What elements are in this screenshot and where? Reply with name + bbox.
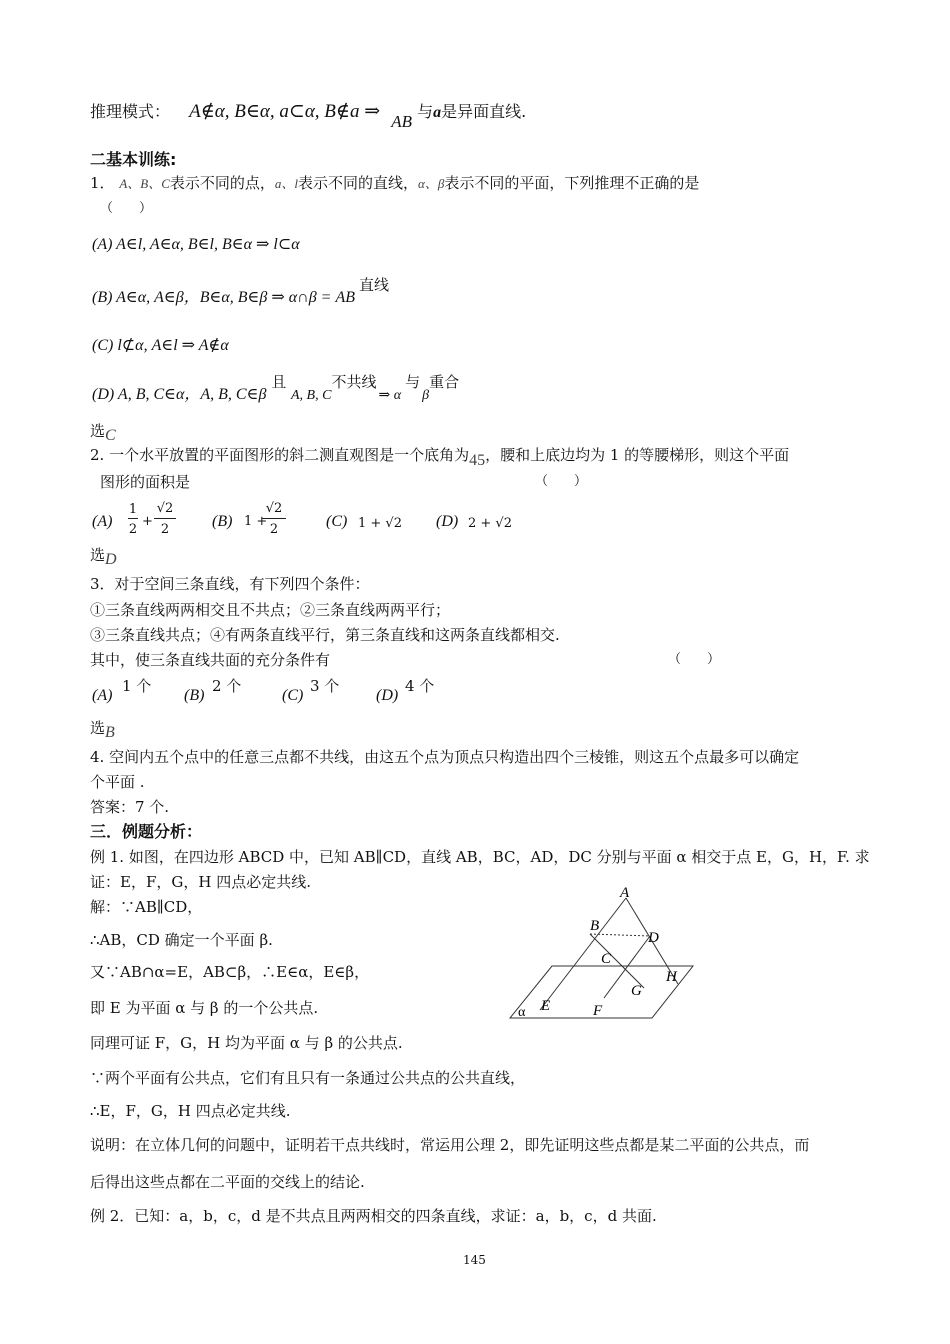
- q2-answer: [90, 545, 117, 566]
- q3-line3: ③三条直线共点；④有两条直线平行，第三条直线和这两条直线都相交.: [90, 626, 560, 644]
- ex1-line10: 说明：在立体几何的问题中，证明若干点共线时，常运用公理 2，即先证明这些点都是某二平面的公共点，而: [90, 1136, 810, 1154]
- q1-answer: [90, 421, 116, 442]
- page-number: 145: [463, 1253, 486, 1267]
- ex2-line: 例 2．已知：a，b，c，d 是不共点且两两相交的四条直线，求证：a，b，c，d 共面.: [90, 1207, 657, 1225]
- q4-answer: 答案：7 个.: [90, 798, 170, 816]
- ex1-line2: 证：E，F，G，H 四点必定共线.: [90, 873, 311, 891]
- q1-text2: 表示不同的直线，: [298, 174, 419, 192]
- q2-text-b: ，腰和上底边均为 1 的等腰梯形，则这个平面: [485, 446, 790, 464]
- q1-option-b: (B) A∈α, A∈β，B∈α, B∈β ⇒ α∩β = AB: [92, 289, 356, 306]
- inference-pattern: [90, 100, 527, 131]
- inference-ab: AB: [391, 112, 413, 131]
- q2-option-a-plus: +: [142, 514, 153, 529]
- q2-option-c-label: (C): [326, 513, 348, 530]
- point-h-label: H: [666, 969, 677, 985]
- inference-suffix: 是异面直线.: [441, 102, 527, 121]
- point-f-label: F: [593, 1003, 603, 1019]
- q2-option-a-num1: 1: [128, 502, 138, 517]
- q1-option-c: (C) l⊄α, A∈l ⇒ A∉α: [92, 337, 229, 354]
- q1-stem: [90, 173, 699, 194]
- q3-answer-label: 选: [90, 719, 106, 737]
- line-dc: [604, 936, 650, 998]
- q1-option-d-with: 与: [405, 373, 421, 391]
- ex1-line9: ∴E，F，G，H 四点必定共线.: [90, 1102, 291, 1120]
- q3-option-b-label: (B): [184, 687, 205, 704]
- q1-option-d-beta: β: [422, 388, 430, 403]
- q1-option-d-imply: ⇒ α: [378, 388, 402, 403]
- ex1-line6: 即 E 为平面 α 与 β 的一个公共点.: [90, 999, 319, 1017]
- q1-planes: α、β: [418, 176, 445, 191]
- ex1-line4: ∴AB，CD 确定一个平面 β.: [90, 931, 273, 949]
- q2-option-b-lead: 1 +: [244, 514, 268, 529]
- q3-options: [92, 676, 492, 706]
- q3-option-b-value: 2 个: [212, 677, 242, 695]
- point-c-label: C: [601, 951, 612, 967]
- ex1-line11: 后得出这些点都在二平面的交线上的结论.: [90, 1173, 365, 1191]
- q1-option-d-and: 且: [271, 373, 287, 391]
- point-b-label: B: [590, 918, 600, 934]
- plane-alpha-label: α: [518, 1005, 526, 1020]
- q1-answer-label: 选: [90, 422, 106, 440]
- q1-answer-paren: （ ）: [100, 201, 153, 216]
- q3-answer: [90, 718, 115, 739]
- q3-line2: ①三条直线两两相交且不共点；②三条直线两两平行；: [90, 601, 451, 619]
- q2-answer-label: 选: [90, 546, 106, 564]
- ex1-line8: ∵两个平面有公共点，它们有且只有一条通过公共点的公共直线，: [90, 1069, 526, 1087]
- q3-answer-paren: （ ）: [668, 652, 721, 667]
- q1-points: A、B、C: [119, 176, 170, 191]
- q2-answer-value: D: [105, 551, 117, 568]
- inference-prefix: 推理模式：: [90, 102, 171, 121]
- q3-option-c-label: (C): [282, 687, 304, 704]
- geometry-figure: [500, 878, 710, 1028]
- ex1-line7: 同理可证 F，G，H 均为平面 α 与 β 的公共点.: [90, 1034, 403, 1052]
- q1-option-d: (D) A, B, C∈α，A, B, C∈β: [92, 386, 267, 403]
- q2-option-a-num2: √2: [154, 500, 176, 519]
- point-a-label: A: [620, 885, 630, 901]
- ex1-line5: 又∵AB∩α=E，AB⊂β，∴E∈α，E∈β，: [90, 963, 370, 981]
- q2-option-d-value: 2 + √2: [468, 516, 512, 531]
- q1-option-d-row: [92, 373, 460, 403]
- q2-option-b-label: (B): [212, 513, 233, 530]
- line-bd: [590, 934, 650, 936]
- q2-option-d-label: (D): [436, 513, 459, 530]
- section-basic-training: 二基本训练:: [90, 150, 177, 169]
- q1-option-d-tail: 重合: [429, 373, 460, 391]
- inference-with: 与: [417, 102, 434, 121]
- ex1-line1: 例 1. 如图，在四边形 ABCD 中，已知 AB∥CD，直线 AB，BC，AD，DC 分别与平面 α 相交于点 E，G，H，F. 求: [90, 848, 870, 866]
- q2-stem-line2: [100, 472, 190, 492]
- ex1-line3: 解：∵AB∥CD，: [90, 898, 203, 916]
- q1-text3: 表示不同的平面，下列推理不正确的是: [444, 174, 700, 192]
- q3-option-d-value: 4 个: [405, 677, 435, 695]
- q1-text1: 表示不同的点，: [169, 174, 275, 192]
- q2-text-a: 2. 一个水平放置的平面图形的斜二测直观图是一个底角为: [90, 446, 470, 464]
- q2-answer-paren: （ ）: [535, 474, 588, 489]
- point-d-label: D: [648, 930, 659, 946]
- q3-line1: 3．对于空间三条直线，有下列四个条件：: [90, 575, 370, 593]
- q3-option-c-value: 3 个: [310, 677, 340, 695]
- line-ab: [540, 898, 626, 1010]
- q3-line4: 其中，使三条直线共面的充分条件有: [90, 651, 331, 669]
- q2-option-b-den: 2: [269, 522, 279, 537]
- q1-option-a: (A) A∈l, A∈α, B∈l, B∈α ⇒ l⊂α: [92, 236, 300, 253]
- q2-stem-line1: [90, 445, 790, 469]
- q1-option-d-noncollinear: 不共线: [331, 373, 377, 391]
- q3-option-a-value: 1 个: [122, 677, 152, 695]
- q4-line1: 4. 空间内五个点中的任意三点都不共线，由这五个点为顶点只构造出四个三棱锥，则这五个点最多可以确定: [90, 748, 800, 766]
- q1-option-b-row: [92, 276, 390, 306]
- q3-option-d-label: (D): [376, 687, 399, 704]
- q1-number: 1．: [90, 174, 115, 192]
- q2-option-a-label: (A): [92, 513, 113, 530]
- inference-a: a: [433, 104, 442, 121]
- q3-answer-value: B: [105, 724, 115, 741]
- q2-angle: 45: [469, 452, 486, 469]
- section-example-analysis: 三．例题分析：: [90, 822, 203, 841]
- point-e-label: E: [541, 998, 551, 1014]
- q4-line2: 个平面 .: [90, 773, 145, 791]
- point-g-label: G: [631, 983, 642, 999]
- q2-option-b-num: √2: [262, 500, 286, 519]
- q2-option-c-value: 1 + √2: [358, 516, 402, 531]
- q2-option-a-den2: 2: [160, 522, 170, 537]
- q1-answer-value: C: [105, 427, 116, 444]
- q3-option-a-label: (A): [92, 687, 113, 704]
- q1-option-b-tail: 直线: [359, 276, 390, 294]
- q2-text-line2: 图形的面积是: [100, 473, 191, 491]
- q2-option-a-den1: 2: [128, 522, 138, 537]
- q1-lines: a、l: [274, 176, 299, 191]
- inference-formula: A∉α, B∈α, a⊂α, B∉a ⇒: [189, 101, 381, 122]
- q1-option-d-abc: A, B, C: [291, 388, 332, 403]
